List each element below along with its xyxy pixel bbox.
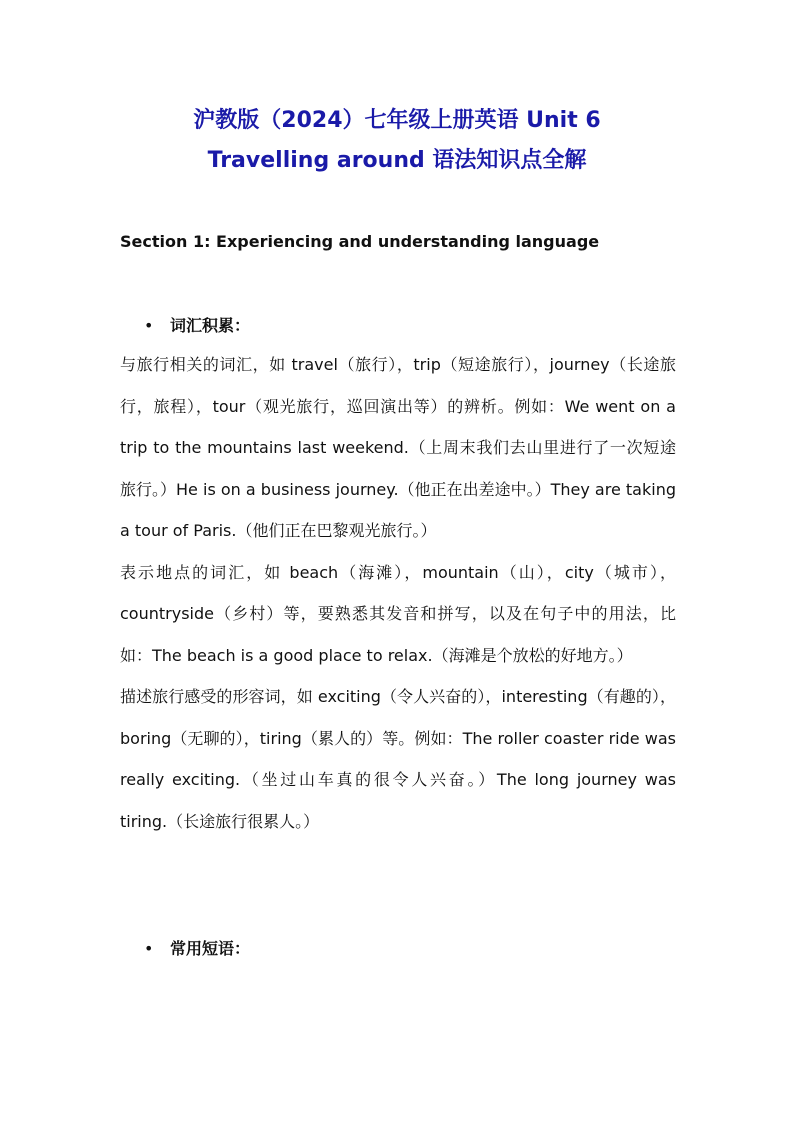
document-title-line-1: 沪教版（2024）七年级上册英语 Unit 6 [193,108,601,133]
bullet-dot-icon: • [144,939,154,958]
paragraph-place-words: 表示地点的词汇，如 beach（海滩），mountain（山），city（城市），countryside（乡村）等，要熟悉其发音和拼写，以及在句子中的用法，比如：The beach is a good place to relax.（海滩是个放松的好地方。） [120,562,676,665]
document-title-line-2: Travelling around 语法知识点全解 [207,148,587,173]
paragraph-adjectives: 描述旅行感受的形容词，如 exciting（令人兴奋的），interesting（有趣的），boring（无聊的），tiring（累人的）等。例如：The roller coaster ride was really exciting.（坐过山车真的很令人兴奋。）The long journey was tiring.（长途旅行很累人。） [120,687,676,831]
section-heading: Section 1: Experiencing and understanding language [120,232,600,251]
paragraph-travel-words: 与旅行相关的词汇，如 travel（旅行），trip（短途旅行），journey（长途旅行，旅程），tour（观光旅行，巡回演出等）的辨析。例如：We went on a trip to the mountains last weekend.（上周末我们去山里进行了一次短途旅行。）He is on a business journey.（他正在出差途中。）They are taking a tour of Paris.（他们正在巴黎观光旅行。） [120,355,676,540]
bullet-dot-icon: • [144,316,154,335]
vocabulary-body [120,344,676,842]
bullet-label-vocabulary: 词汇积累： [170,316,251,335]
bullet-label-phrases: 常用短语： [170,939,251,958]
